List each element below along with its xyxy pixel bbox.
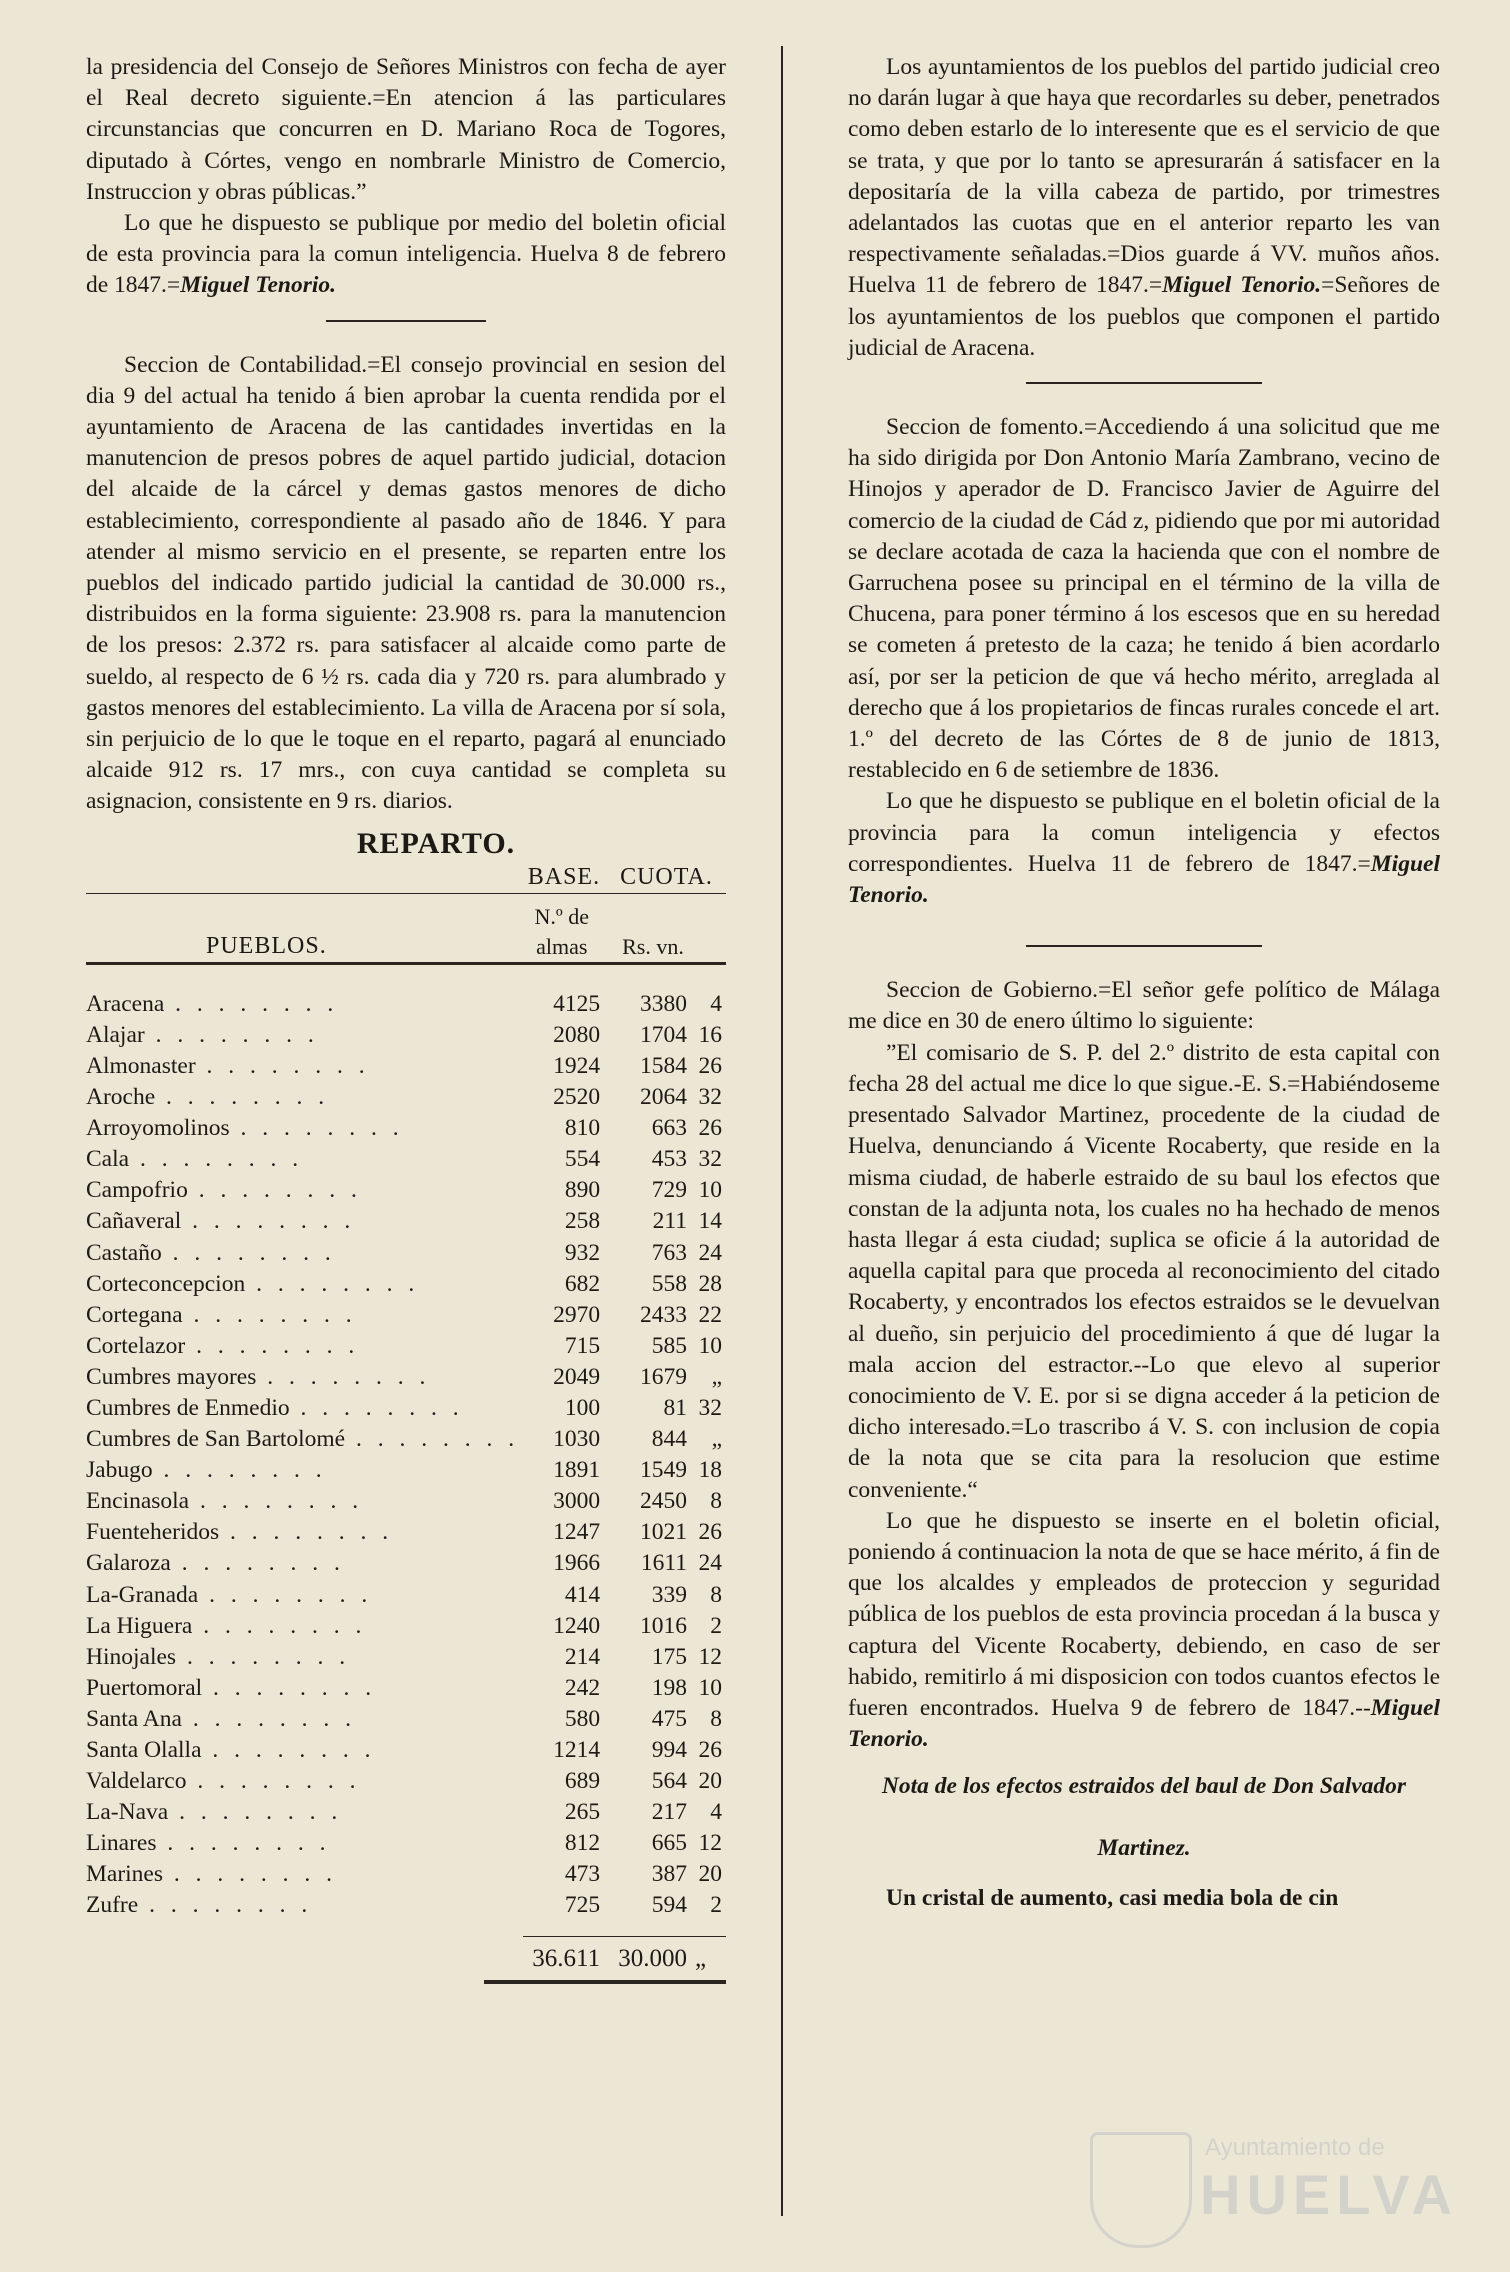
table-row [86, 1673, 726, 1704]
base-value: 214 [564, 1643, 601, 1670]
base-value: 2080 [553, 1021, 601, 1048]
cuota-mrs: 24 [698, 1239, 722, 1266]
left-column [86, 52, 726, 1984]
leader-dots: . . . . . . . . [181, 1705, 356, 1732]
table-row [86, 1331, 726, 1362]
pueblo-name: Campofrio . . . . . . . . [86, 1177, 362, 1204]
gobierno-intro: Seccion de Gobierno.=El señor gefe político de Málaga me dice en 30 de enero último lo siguiente: [848, 977, 1440, 1035]
pueblo-name: Almonaster . . . . . . . . [86, 1052, 370, 1079]
base-value: 1891 [553, 1457, 601, 1484]
leader-dots: . . . . . . . . [192, 1612, 367, 1639]
reparto-rows [86, 989, 726, 1922]
pueblo-name: Aroche . . . . . . . . [86, 1084, 330, 1111]
header-pueblos: PUEBLOS. [206, 932, 327, 959]
cuota-mrs: 2 [710, 1612, 722, 1639]
pueblo-name: Cañaveral . . . . . . . . [86, 1208, 356, 1235]
fomento-publish-paragraph: Lo que he dispuesto se publique en el boletin oficial de la provincia para la comun inteligencia y efectos correspondientes. Huelva 11 de febrero de 1847.=Miguel Tenorio. [848, 788, 1440, 909]
table-row [86, 1548, 726, 1579]
pueblo-name: Linares . . . . . . . . [86, 1830, 331, 1857]
base-value: 580 [564, 1705, 601, 1732]
signature: Miguel Tenorio. [848, 1694, 1440, 1753]
total-rs: 30.000 [614, 1936, 687, 1974]
cuota-rs: 1704 [640, 1021, 687, 1048]
base-value: 4125 [553, 990, 601, 1017]
pueblo-name: Cortelazor . . . . . . . . [86, 1332, 360, 1359]
pueblo-name: Fuenteheridos . . . . . . . . [86, 1519, 394, 1546]
cuota-mrs: 14 [698, 1208, 722, 1235]
cuota-rs: 387 [651, 1861, 687, 1888]
table-row [86, 1238, 726, 1269]
cuota-mrs: „ [711, 1363, 722, 1390]
table-row [86, 1517, 726, 1548]
section-divider [1026, 945, 1262, 947]
watermark [1090, 2122, 1458, 2252]
cuota-mrs: 10 [698, 1674, 722, 1701]
table-row [86, 1486, 726, 1517]
base-value: 932 [564, 1239, 601, 1266]
pueblo-name: La Higuera . . . . . . . . [86, 1612, 367, 1639]
cuota-rs: 211 [652, 1208, 687, 1235]
cuota-rs: 198 [651, 1674, 687, 1701]
cuota-rs: 2064 [640, 1084, 687, 1111]
table-row [86, 1828, 726, 1859]
leader-dots: . . . . . . . . [164, 990, 339, 1017]
nota-first-item: Un cristal de aumento, casi media bola de cin [886, 1885, 1339, 1912]
cuota-mrs: 8 [710, 1705, 722, 1732]
crest-icon [1090, 2132, 1192, 2248]
pueblo-name: Valdelarco . . . . . . . . [86, 1768, 361, 1795]
cuota-rs: 81 [663, 1394, 687, 1421]
pueblo-name: La-Nava . . . . . . . . [86, 1799, 343, 1826]
gobierno-publish-paragraph: Lo que he dispuesto se inserte en el boletin oficial, poniendo á continuacion la nota de que se hace mérito, á fin de que los alcaldes y empleados de proteccion y seguridad pública de los pueblos de esta provincia procedan á la busca y captura del Vicente Rocaberty, debiendo, en caso de ser habido, remitirlo á mi disposicion con todos cuantos efectos le fueren encontrados. Huelva 9 de febrero de 1847.--Miguel Tenorio. [848, 1507, 1440, 1753]
cuota-mrs: 22 [698, 1301, 722, 1328]
table-row [86, 1269, 726, 1300]
decree-paragraph: la presidencia del Consejo de Señores Ministros con fecha de ayer el Real decreto siguiente.=En atencion á las particulares circunstancias que concurren en D. Mariano Roca de Togores, diputado à Córtes, vengo en nombrarle Ministro de Comercio, Instruccion y obras públicas.” [86, 54, 726, 205]
base-value: 554 [564, 1146, 601, 1173]
base-value: 2970 [553, 1301, 601, 1328]
signature: Miguel Tenorio. [848, 850, 1440, 909]
table-row [86, 989, 726, 1020]
cuota-mrs: 24 [698, 1550, 722, 1577]
leader-dots: . . . . . . . . [289, 1394, 464, 1421]
leader-dots: . . . . . . . . [229, 1115, 404, 1142]
cuota-rs: 3380 [640, 990, 687, 1017]
pueblo-name: Zufre . . . . . . . . [86, 1892, 313, 1919]
leader-dots: . . . . . . . . [144, 1021, 319, 1048]
base-value: 100 [564, 1394, 601, 1421]
pueblo-name: Cumbres de San Bartolomé . . . . . . . . [86, 1426, 520, 1453]
table-row [86, 1020, 726, 1051]
leader-dots: . . . . . . . . [195, 1052, 370, 1079]
leader-dots: . . . . . . . . [189, 1488, 364, 1515]
fomento-paragraph: Seccion de fomento.=Accediendo á una solicitud que me ha sido dirigida por Don Antonio María Zambrano, vecino de Hinojos y aperador de D. Francisco Javier de Aguirre del comercio de la ciudad de Cád z, pidiendo que por mi autoridad se declare acotada de caza la hacienda que con el nombre de Garruchena posee su principal en el término de la villa de Chucena, para poner término á los escesos que en su heredad se cometen á pretesto de la caza; he tenido á bien acordarlo así, por ser la peticion de que vá hecho mérito, arreglada al derecho que á los propietarios de fincas rurales concede el art. 1.º del decreto de las Córtes de 8 de junio de 1813, restablecido en 6 de setiembre de 1836. [848, 414, 1440, 784]
table-row [86, 1642, 726, 1673]
reparto-table [86, 862, 726, 1974]
nota-title: Nota de los efectos estraidos del baul de Don Salvador Martinez. [881, 1773, 1407, 1862]
leader-dots: . . . . . . . . [182, 1301, 357, 1328]
cuota-rs: 1584 [640, 1052, 687, 1079]
base-value: 810 [564, 1115, 601, 1142]
base-value: 473 [564, 1861, 601, 1888]
leader-dots: . . . . . . . . [219, 1519, 394, 1546]
right-column [848, 52, 1440, 1915]
table-row [86, 1704, 726, 1735]
leader-dots: . . . . . . . . [176, 1643, 351, 1670]
pueblo-name: Castaño . . . . . . . . [86, 1239, 336, 1266]
table-row [86, 1455, 726, 1486]
cuota-mrs: 32 [698, 1394, 722, 1421]
leader-dots: . . . . . . . . [170, 1550, 345, 1577]
base-value: 1966 [553, 1550, 601, 1577]
cuota-rs: 564 [651, 1768, 687, 1795]
pueblo-name: Cala . . . . . . . . [86, 1146, 304, 1173]
cuota-mrs: „ [711, 1426, 722, 1453]
leader-dots: . . . . . . . . [201, 1737, 376, 1764]
base-value: 414 [564, 1581, 601, 1608]
leader-dots: . . . . . . . . [168, 1799, 343, 1826]
table-row [86, 1144, 726, 1175]
signature: Miguel Tenorio. [1162, 272, 1322, 299]
cuota-rs: 585 [651, 1332, 687, 1359]
base-value: 715 [564, 1332, 601, 1359]
base-value: 1030 [553, 1426, 601, 1453]
total-base: 36.611 [523, 1936, 614, 1974]
cuota-rs: 2433 [640, 1301, 687, 1328]
total-underline [484, 1980, 726, 1984]
contabilidad-paragraph: Seccion de Contabilidad.=El consejo provincial en sesion del dia 9 del actual ha tenido á bien aprobar la cuenta rendida por el ayuntamiento de Aracena de las cantidades invertidas en la manutencion de presos pobres de aquel partido judicial, dotacion del alcaide de la cárcel y demas gastos menores de dicho establecimiento, correspondiente al pasado año de 1846. Y para atender al mismo servicio en el presente, se reparten entre los pueblos del indicado partido judicial la cantidad de 30.000 rs., distribuidos en la forma siguiente: 23.908 rs. para la manutencion de los presos: 2.372 rs. para satisfacer al alcaide como parte de sueldo, al respecto de 6 ½ rs. cada dia y 720 rs. para alumbrado y gastos menores del establecimiento. La villa de Aracena por sí sola, sin perjuicio de lo que le toque en el reparto, pagará al enunciado alcaide 912 rs. 17 mrs., con cuya cantidad se completa su asignacion, consistente en 9 rs. diarios. [86, 351, 726, 815]
cuota-mrs: 4 [710, 990, 722, 1017]
base-value: 2520 [553, 1084, 601, 1111]
total-mrs: „ [687, 1936, 726, 1974]
ayuntamientos-paragraph: Los ayuntamientos de los pueblos del partido judicial creo no darán lugar à que haya que recordarles su deber, penetrados como deben estarlo de lo interesente que es el servicio de que se trata, y que por lo tanto se apresurarán á satisfacer en la depositaría de la villa cabeza de partido, por trimestres adelantados las cuotas que en el anterior reparto les van respectivamente señaladas.=Dios guarde á VV. muños años. Huelva 11 de febrero de 1847.=Miguel Tenorio.=Señores de los ayuntamientos de los pueblos que componen el partido judicial de Aracena. [848, 54, 1440, 361]
cuota-mrs: 2 [710, 1892, 722, 1919]
cuota-rs: 594 [651, 1892, 687, 1919]
table-row [86, 1300, 726, 1331]
leader-dots: . . . . . . . . [187, 1177, 362, 1204]
cuota-mrs: 12 [698, 1830, 722, 1857]
cuota-mrs: 10 [698, 1177, 722, 1204]
header-almas: N.º de almas [534, 903, 589, 959]
reparto-title: REPARTO. [356, 826, 516, 860]
cuota-mrs: 12 [698, 1643, 722, 1670]
leader-dots: . . . . . . . . [152, 1457, 327, 1484]
table-row [86, 1611, 726, 1642]
pueblo-name: Corteconcepcion . . . . . . . . [86, 1270, 420, 1297]
leader-dots: . . . . . . . . [129, 1146, 304, 1173]
leader-dots: . . . . . . . . [155, 1084, 330, 1111]
base-value: 1214 [553, 1737, 601, 1764]
pueblo-name: La-Granada . . . . . . . . [86, 1581, 373, 1608]
table-row [86, 1890, 726, 1921]
leader-dots: . . . . . . . . [256, 1363, 431, 1390]
cuota-rs: 175 [651, 1643, 687, 1670]
base-value: 1924 [553, 1052, 601, 1079]
base-value: 682 [564, 1270, 601, 1297]
pueblo-name: Cumbres de Enmedio . . . . . . . . [86, 1394, 464, 1421]
cuota-rs: 763 [651, 1239, 687, 1266]
pueblo-name: Alajar . . . . . . . . [86, 1021, 319, 1048]
watermark-top-text: Ayuntamiento de [1205, 2134, 1385, 2161]
cuota-mrs: 26 [698, 1052, 722, 1079]
table-row [86, 1424, 726, 1455]
cuota-rs: 1549 [640, 1457, 687, 1484]
cuota-mrs: 26 [698, 1115, 722, 1142]
signature: Miguel Tenorio. [180, 272, 337, 299]
section-divider [1026, 382, 1262, 384]
cuota-mrs: 8 [710, 1581, 722, 1608]
cuota-rs: 453 [651, 1146, 687, 1173]
base-value: 1240 [553, 1612, 601, 1639]
base-value: 2049 [553, 1363, 601, 1390]
cuota-mrs: 28 [698, 1270, 722, 1297]
table-row [86, 1362, 726, 1393]
header-rsvn: Rs. vn. [622, 933, 684, 959]
cuota-mrs: 26 [698, 1519, 722, 1546]
base-value: 265 [564, 1799, 601, 1826]
cuota-mrs: 26 [698, 1737, 722, 1764]
table-row [86, 1580, 726, 1611]
table-row [86, 1175, 726, 1206]
cuota-rs: 217 [651, 1799, 687, 1826]
base-value: 258 [564, 1208, 601, 1235]
pueblo-name: Encinasola . . . . . . . . [86, 1488, 364, 1515]
pueblo-name: Arroyomolinos . . . . . . . . [86, 1115, 404, 1142]
table-row [86, 1393, 726, 1424]
cuota-rs: 2450 [640, 1488, 687, 1515]
cuota-mrs: 10 [698, 1332, 722, 1359]
pueblo-name: Marines . . . . . . . . [86, 1861, 338, 1888]
base-value: 890 [564, 1177, 601, 1204]
cuota-rs: 1016 [640, 1612, 687, 1639]
reparto-header-sub [86, 902, 726, 964]
cuota-mrs: 16 [698, 1021, 722, 1048]
pueblo-name: Galaroza . . . . . . . . [86, 1550, 345, 1577]
cuota-mrs: 18 [698, 1457, 722, 1484]
column-divider [781, 46, 783, 2216]
table-row [86, 1766, 726, 1797]
pueblo-name: Jabugo . . . . . . . . [86, 1457, 327, 1484]
table-row [86, 1797, 726, 1828]
pueblo-name: Santa Ana . . . . . . . . [86, 1705, 356, 1732]
leader-dots: . . . . . . . . [245, 1270, 420, 1297]
cuota-mrs: 32 [698, 1146, 722, 1173]
cuota-rs: 844 [651, 1426, 687, 1453]
cuota-mrs: 20 [698, 1768, 722, 1795]
table-row [86, 1051, 726, 1082]
table-row [86, 1206, 726, 1237]
leader-dots: . . . . . . . . [345, 1426, 520, 1453]
leader-dots: . . . . . . . . [198, 1581, 373, 1608]
base-value: 725 [564, 1892, 601, 1919]
cuota-rs: 339 [651, 1581, 687, 1608]
cuota-mrs: 32 [698, 1084, 722, 1111]
leader-dots: . . . . . . . . [202, 1674, 377, 1701]
base-value: 1247 [553, 1519, 601, 1546]
leader-dots: . . . . . . . . [186, 1768, 361, 1795]
cuota-mrs: 8 [710, 1488, 722, 1515]
table-row [86, 1082, 726, 1113]
cuota-rs: 1679 [640, 1363, 687, 1390]
cuota-mrs: 4 [710, 1799, 722, 1826]
section-divider [326, 320, 486, 322]
cuota-rs: 994 [651, 1737, 687, 1764]
cuota-rs: 558 [651, 1270, 687, 1297]
leader-dots: . . . . . . . . [138, 1892, 313, 1919]
cuota-rs: 729 [651, 1177, 687, 1204]
cuota-mrs: 20 [698, 1861, 722, 1888]
cuota-rs: 663 [651, 1115, 687, 1142]
pueblo-name: Aracena . . . . . . . . [86, 990, 339, 1017]
cuota-rs: 1611 [640, 1550, 687, 1577]
table-row [86, 1735, 726, 1766]
reparto-header-top [86, 862, 726, 894]
cuota-rs: 475 [651, 1705, 687, 1732]
pueblo-name: Hinojales . . . . . . . . [86, 1643, 351, 1670]
table-row [86, 1113, 726, 1144]
watermark-city: HUELVA [1200, 2163, 1458, 2226]
leader-dots: . . . . . . . . [161, 1239, 336, 1266]
leader-dots: . . . . . . . . [185, 1332, 360, 1359]
cuota-rs: 1021 [640, 1519, 687, 1546]
pueblo-name: Cumbres mayores . . . . . . . . [86, 1363, 431, 1390]
leader-dots: . . . . . . . . [163, 1861, 338, 1888]
base-value: 689 [564, 1768, 601, 1795]
gobierno-quote: ”El comisario de S. P. del 2.º distrito de esta capital con fecha 28 del actual me dice lo que sigue.-E. S.=Habiéndoseme presentado Salvador Martinez, procedente de la ciudad de Huelva, denunciando á Vicente Rocaberty, que reside en la misma ciudad, de haberle estraido de su baul los efectos que constan de la adjunta nota, los cuales no ha hechado de menos hasta llegar á esta ciudad; suplica se oficie á la autoridad de aquella capital para que proceda al reconocimiento del citado Rocaberty, y encontrados los efectos estraidos se le devuelvan al dueño, sin perjuicio del procedimiento á que dé lugar la mala accion del estractor.--Lo que elevo al superior conocimiento de V. E. por si se digna acceder á la peticion de dicho interesado.=Lo trascribo á V. S. con inclusion de copia de la nota que se cita para la resolucion que estime conveniente.“ [848, 1039, 1440, 1503]
pueblo-name: Cortegana . . . . . . . . [86, 1301, 357, 1328]
table-row [86, 1859, 726, 1890]
reparto-total-row [86, 1936, 726, 1974]
base-value: 3000 [553, 1488, 601, 1515]
pueblo-name: Santa Olalla . . . . . . . . [86, 1737, 376, 1764]
header-base: BASE. [527, 863, 601, 890]
base-value: 242 [564, 1674, 601, 1701]
leader-dots: . . . . . . . . [156, 1830, 331, 1857]
base-value: 812 [564, 1830, 601, 1857]
leader-dots: . . . . . . . . [181, 1208, 356, 1235]
cuota-rs: 665 [651, 1830, 687, 1857]
publish-paragraph: Lo que he dispuesto se publique por medio del boletin oficial de esta provincia para la comun inteligencia. Huelva 8 de febrero de 1847.=Miguel Tenorio. [86, 210, 726, 299]
pueblo-name: Puertomoral . . . . . . . . [86, 1674, 377, 1701]
header-cuota: CUOTA. [620, 863, 713, 890]
